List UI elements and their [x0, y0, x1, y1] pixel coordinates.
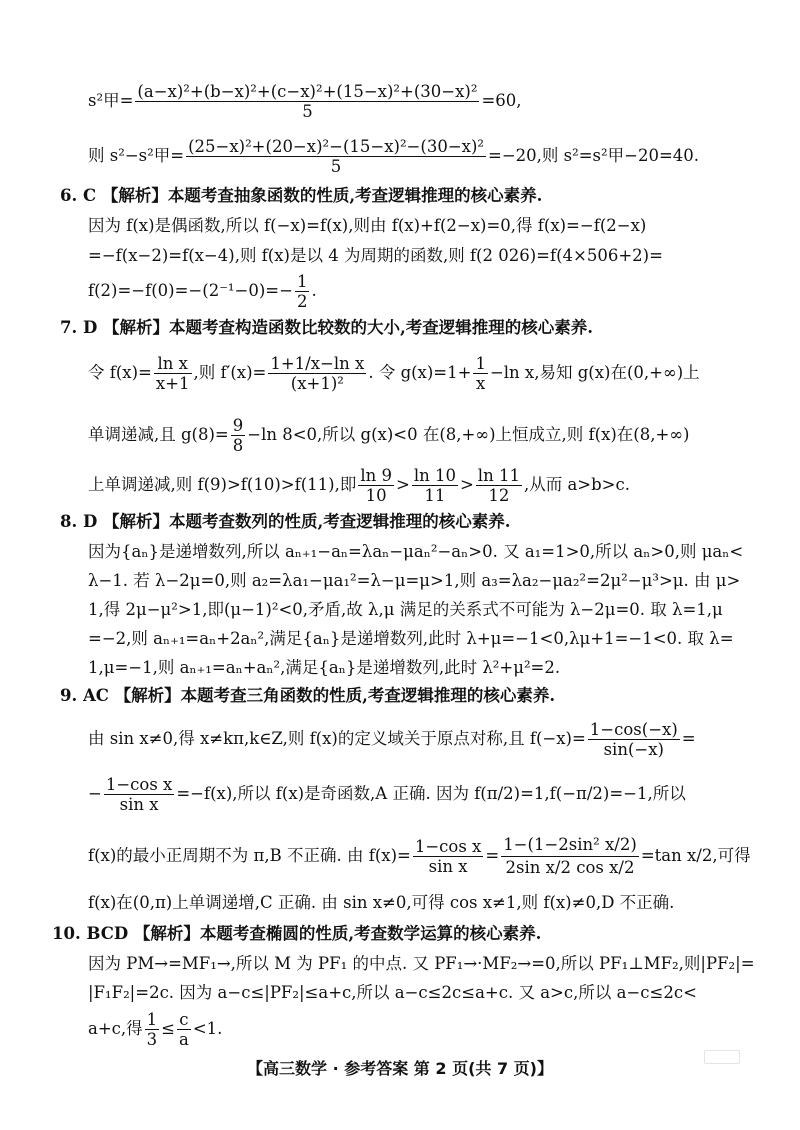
text: =−20,则 s²=s²甲−20=40.	[488, 146, 700, 165]
q7-line-2	[88, 416, 690, 455]
text: =	[681, 729, 696, 748]
q10-heading: 10. BCD 【解析】本题考查椭圆的性质,考查数学运算的核心素养.	[52, 924, 542, 943]
text: f(2)=−f(0)=−(2⁻¹−0)=−	[88, 281, 293, 300]
text: =tan x/2,可得	[640, 846, 751, 865]
numerator: ln 11	[477, 466, 520, 485]
fraction	[473, 354, 488, 393]
denominator: 12	[488, 486, 510, 505]
q9-line-1	[88, 720, 696, 759]
text: ≤	[161, 1019, 175, 1038]
numerator: 1	[475, 354, 486, 373]
text: =−f(x),所以 f(x)是奇函数,A 正确. 因为 f(π/2)=1,f(−π/2)=−1,所以	[176, 784, 686, 803]
numerator: ln 9	[360, 466, 392, 485]
text: >	[459, 475, 474, 494]
text: .	[311, 281, 317, 300]
fraction	[358, 466, 394, 505]
numerator: 1+1/x−ln x	[270, 354, 365, 373]
q9-line-4: f(x)在(0,π)上单调递增,C 正确. 由 sin x≠0,可得 cos x≠1,则 f(x)≠0,D 不正确.	[88, 893, 675, 912]
denominator: 8	[232, 436, 244, 455]
fraction	[413, 837, 484, 876]
numerator: 1−(1−2sin² x/2)	[501, 834, 639, 857]
q6-line-1: 因为 f(x)是偶函数,所以 f(−x)=f(x),则由 f(x)+f(2−x)=0,得 f(x)=−f(2−x)	[88, 216, 647, 235]
q8-line-1: 因为{aₙ}是递增数列,所以 aₙ₊₁−aₙ=λaₙ−μaₙ²−aₙ>0. 又 a₁=1>0,所以 aₙ>0,则 μaₙ<	[88, 542, 744, 561]
numerator: 9	[232, 416, 244, 435]
numerator: 1−cos(−x)	[589, 720, 678, 739]
fraction	[154, 354, 192, 393]
fraction	[476, 466, 522, 505]
text: 令 f(x)=	[88, 363, 152, 382]
denominator: (x+1)²	[290, 374, 344, 393]
numerator: c	[177, 1010, 191, 1030]
text: 则 s²−s²甲=	[88, 146, 185, 165]
q6-line-2: =−f(x−2)=f(x−4),则 f(x)是以 4 为周期的函数,则 f(2 026)=f(4×506+2)=	[88, 246, 663, 265]
q8-heading: 8. D 【解析】本题考查数列的性质,考查逻辑推理的核心素养.	[60, 512, 511, 531]
fraction	[588, 720, 680, 759]
numerator: (a−x)²+(b−x)²+(c−x)²+(15−x)²+(30−x)²	[137, 82, 478, 101]
q8-line-5: 1,μ=−1,则 aₙ₊₁=aₙ+aₙ²,满足{aₙ}是递增数列,此时 λ²+μ²=2.	[88, 658, 561, 677]
line-variance-1	[88, 82, 522, 121]
q8-line-2: λ−1. 若 λ−2μ=0,则 a₂=λa₁−μa₁²=λ−μ=μ>1,则 a₃=λa₂−μa₂²=2μ²−μ³>μ. 由 μ>	[88, 571, 741, 590]
fraction	[412, 466, 458, 505]
q10-line-2: |F₁F₂|=2c. 因为 a−c≤|PF₂|≤a+c,所以 a−c≤2c≤a+c. 又 a>c,所以 a−c≤2c<	[88, 983, 697, 1002]
denominator: sin x	[119, 795, 159, 814]
fraction	[145, 1010, 160, 1049]
watermark-icon	[704, 1050, 740, 1064]
text: −	[88, 784, 102, 803]
q9-line-3	[88, 834, 751, 879]
fraction	[177, 1010, 191, 1049]
denominator: 10	[365, 486, 387, 505]
denominator: 5	[302, 102, 313, 121]
numerator: ln 10	[413, 466, 456, 485]
text: 由 sin x≠0,得 x≠kπ,k∈Z,则 f(x)的定义域关于原点对称,且 f(−x)=	[88, 729, 586, 748]
denominator: a	[178, 1030, 189, 1049]
denominator: 5	[330, 157, 342, 176]
q7-heading: 7. D 【解析】本题考查构造函数比较数的大小,考查逻辑推理的核心素养.	[60, 318, 594, 337]
fraction	[295, 272, 310, 311]
fraction	[501, 834, 639, 879]
text: >	[395, 475, 410, 494]
text: s²甲=	[88, 91, 134, 110]
fraction	[186, 137, 486, 176]
denominator: sin(−x)	[603, 740, 664, 759]
text: =60,	[481, 91, 522, 110]
fraction	[135, 82, 479, 121]
q10-line-1: 因为 PM→=MF₁→,所以 M 为 PF₁ 的中点. 又 PF₁→·MF₂→=0,所以 PF₁⊥MF₂,则|PF₂|=	[88, 954, 755, 973]
q8-line-4: =−2,则 aₙ₊₁=aₙ+2aₙ²,满足{aₙ}是递增数列,此时 λ+μ=−1<0,λμ+1=−1<0. 取 λ=	[88, 629, 734, 648]
numerator: 1	[296, 272, 308, 291]
q9-line-2	[88, 775, 686, 814]
numerator: 1	[146, 1010, 158, 1029]
numerator: 1−cos x	[414, 837, 482, 856]
line-variance-2	[88, 137, 699, 176]
q8-line-3: 1,得 2μ−μ²>1,即(μ−1)²<0,矛盾,故 λ,μ 满足的关系式不可能为 λ−2μ=0. 取 λ=1,μ	[88, 600, 723, 619]
text: 单调递减,且 g(8)=	[88, 425, 229, 444]
fraction	[231, 416, 246, 455]
text: ,则 f′(x)=	[193, 363, 267, 382]
denominator: 2	[296, 292, 308, 311]
numerator: (25−x)²+(20−x)²−(15−x)²−(30−x)²	[188, 137, 484, 156]
text: −ln 8<0,所以 g(x)<0 在(8,+∞)上恒成立,则 f(x)在(8,+∞)	[247, 425, 690, 444]
denominator: 3	[146, 1030, 158, 1049]
page-footer: 【高三数学 · 参考答案 第 2 页(共 7 页)】	[247, 1059, 553, 1078]
fraction	[104, 775, 175, 814]
q9-heading: 9. AC 【解析】本题考查三角函数的性质,考查逻辑推理的核心素养.	[60, 686, 556, 705]
q6-line-3	[88, 272, 317, 311]
numerator: 1−cos x	[105, 775, 173, 794]
text: f(x)的最小正周期不为 π,B 不正确. 由 f(x)=	[88, 846, 411, 865]
denominator: 11	[424, 486, 446, 505]
denominator: 2sin x/2 cos x/2	[505, 858, 635, 877]
q7-line-3	[88, 466, 630, 505]
fraction	[268, 354, 366, 393]
numerator: ln x	[154, 354, 192, 374]
q6-heading: 6. C 【解析】本题考查抽象函数的性质,考查逻辑推理的核心素养.	[60, 186, 543, 205]
text: 上单调递减,则 f(9)>f(10)>f(11),即	[88, 475, 357, 494]
text: . 令 g(x)=1+	[368, 363, 472, 382]
denominator: sin x	[428, 857, 468, 876]
denominator: x	[476, 374, 486, 393]
text: a+c,得	[88, 1019, 143, 1038]
text: =	[485, 846, 500, 865]
q7-line-1	[88, 354, 700, 393]
text: <1.	[192, 1019, 223, 1038]
q10-line-3	[88, 1010, 222, 1049]
text: ,从而 a>b>c.	[523, 475, 630, 494]
text: −ln x,易知 g(x)在(0,+∞)上	[489, 363, 700, 382]
denominator: x+1	[155, 374, 190, 393]
